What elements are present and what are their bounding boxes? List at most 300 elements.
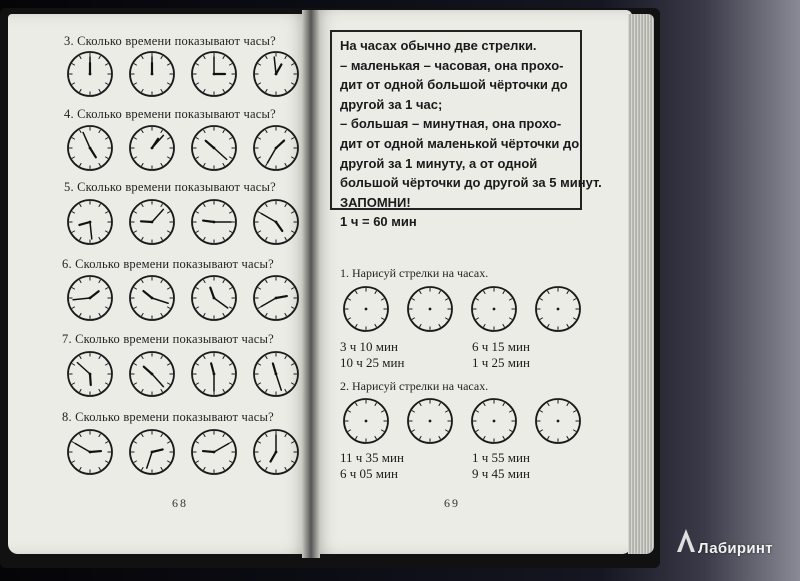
clock-tick [142,389,144,392]
minute-hand [276,374,281,390]
clock-tick [285,130,287,133]
clock-tick [105,442,108,444]
hour-hand [141,221,152,222]
clock-tick [567,324,569,327]
clock-tick [229,442,232,444]
clock-tick [204,163,206,166]
clock-center [365,308,368,311]
clock-tick [291,461,294,463]
minute-hand [261,298,276,307]
clock-tick [80,280,82,283]
clock [130,352,174,396]
rule-line: – большая – минутная, она прохо- [340,116,562,132]
clock-tick [540,299,543,301]
minute-hand [268,148,277,163]
hour-hand [276,141,284,148]
clock-tick [291,364,294,366]
clock-tick [223,56,225,59]
clock-tick [167,64,170,66]
clock-tick [266,280,268,283]
clock-row-q3 [64,48,304,100]
clock-tick [134,288,137,290]
clock-tick [196,138,199,140]
clock-tick [167,383,170,385]
clock-tick [223,204,225,207]
clock-tick [196,383,199,385]
minute-hand [214,444,229,453]
clock-tick [142,204,144,207]
time-label: 6 ч 15 мин [472,339,530,354]
clock-tick [548,403,550,406]
clock-tick [229,307,232,309]
clock-tick [266,356,268,359]
clock-tick [204,313,206,316]
clock-tick [80,130,82,133]
clock-tick [204,389,206,392]
clock-tick [80,313,82,316]
clock-tick [291,231,294,233]
hour-hand [211,363,214,374]
clock-tick [229,83,232,85]
clock-tick [99,163,101,166]
empty-clock [536,399,580,443]
clock-tick [223,163,225,166]
clock-tick [134,231,137,233]
clock-tick [266,56,268,59]
question-label: 7. Сколько времени показывают часы? [62,332,274,346]
clock-tick [72,231,75,233]
clock-tick [381,430,384,432]
clock-tick [134,383,137,385]
question-label: 3. Сколько времени показывают часы? [64,34,276,48]
clock-tick [291,64,294,66]
clock-tick [204,356,206,359]
clock-tick [381,411,384,413]
clock-tick [229,138,232,140]
clock-tick [266,204,268,207]
clock [192,430,236,474]
clock-tick [484,324,486,327]
clock-tick [439,291,441,294]
clock-tick [105,288,108,290]
clock-tick [291,383,294,385]
clock-tick [258,442,261,444]
clock-tick [196,83,199,85]
clock-tick [99,280,101,283]
task-label: 1. Нарисуй стрелки на часах. [340,266,489,280]
clock-tick [99,204,101,207]
clock-tick [573,318,576,320]
clock-tick [142,163,144,166]
clock-tick [348,299,351,301]
clock-tick [266,467,268,470]
clock-tick [285,163,287,166]
time-label: 1 ч 55 мин [472,450,530,465]
minute-hand [214,298,228,308]
clock-tick [476,430,479,432]
clock-tick [285,434,287,437]
clock-tick [291,288,294,290]
empty-clock-row-2 [342,396,592,446]
empty-clock [472,287,516,331]
clock-tick [167,212,170,214]
clock-center [557,420,560,423]
question-label: 8. Сколько времени показывают часы? [62,410,274,424]
clock-tick [258,212,261,214]
rule-line: На часах обычно две стрелки. [340,38,537,53]
clock-tick [80,163,82,166]
clock-tick [105,231,108,233]
clock [68,200,112,244]
hour-hand [271,452,277,462]
clock-tick [72,83,75,85]
minute-hand [152,209,163,222]
clock-tick [258,364,261,366]
clock-tick [348,411,351,413]
clock-tick [476,299,479,301]
empty-clock [472,399,516,443]
clock-tick [229,64,232,66]
clock-tick [412,411,415,413]
book-gutter [302,10,320,558]
clock-tick [266,130,268,133]
clock-center [493,420,496,423]
clock-tick [80,467,82,470]
clock-tick [509,430,512,432]
clock-tick [142,467,144,470]
clock-tick [196,364,199,366]
clock-tick [229,231,232,233]
page-number-right: 69 [444,496,460,510]
clock-tick [573,430,576,432]
clock-tick [348,430,351,432]
clock-tick [80,56,82,59]
clock-tick [509,299,512,301]
clock-tick [72,64,75,66]
hour-hand [90,451,101,452]
clock-tick [356,291,358,294]
clock-tick [420,436,422,439]
clock-tick [484,436,486,439]
clock-tick [134,83,137,85]
minute-hand [274,57,276,74]
clock-tick [167,307,170,309]
clock-tick [105,307,108,309]
clock-tick [285,56,287,59]
clock-center [557,308,560,311]
clock-tick [420,403,422,406]
clock-tick [99,389,101,392]
page-number-left: 68 [172,496,188,510]
clock [192,352,236,396]
clock-tick [72,288,75,290]
hour-hand [206,141,214,148]
clock-tick [204,204,206,207]
clock-tick [420,291,422,294]
clock [130,52,174,96]
clock-tick [375,291,377,294]
clock-tick [99,89,101,92]
clock-tick [503,403,505,406]
clock-tick [381,318,384,320]
clock-tick [266,434,268,437]
question-label: 6. Сколько времени показывают часы? [62,257,274,271]
clock-tick [161,204,163,207]
clock-tick [348,318,351,320]
clock-tick [229,212,232,214]
empty-clock-row-1 [342,284,592,334]
clock-center [429,308,432,311]
minute-hand [90,222,92,239]
clock-tick [142,356,144,359]
clock-tick [204,89,206,92]
clock-tick [503,324,505,327]
clock-tick [223,356,225,359]
clock-row-q7 [64,348,304,400]
watermark-logo: Лабиринт [698,540,773,557]
clock-tick [72,212,75,214]
clock-tick [167,157,170,159]
clock-tick [567,436,569,439]
clock-tick [105,364,108,366]
clock-tick [540,411,543,413]
clock-tick [105,64,108,66]
clock-tick [99,467,101,470]
clock-tick [285,280,287,283]
clock-tick [540,430,543,432]
clock-tick [445,411,448,413]
clock-tick [196,64,199,66]
hour-hand [90,148,96,157]
rule-line: другой за 1 минуту, а от одной [340,155,538,171]
minute-hand [152,374,163,387]
clock-tick [142,89,144,92]
clock [254,352,298,396]
clock-tick [204,237,206,240]
clock-tick [503,291,505,294]
clock-tick [291,442,294,444]
clock-tick [258,157,261,159]
clock-tick [573,299,576,301]
time-label: 3 ч 10 мин [340,339,398,354]
clock-tick [258,231,261,233]
clock-tick [72,461,75,463]
clock-tick [258,461,261,463]
clock-tick [167,138,170,140]
clock-tick [223,313,225,316]
minute-hand [75,444,90,453]
clock-tick [134,138,137,140]
rule-line: дит от одной маленькой чёрточки до [340,135,580,151]
clock [254,126,298,170]
clock-tick [134,364,137,366]
clock-tick [105,138,108,140]
clock-tick [142,56,144,59]
clock-tick [412,430,415,432]
hour-hand [276,64,281,74]
clock [130,430,174,474]
clock [254,430,298,474]
clock-tick [161,389,163,392]
clock-row-q8 [64,426,304,478]
task-label: 2. Нарисуй стрелки на часах. [340,379,489,393]
clock-tick [223,389,225,392]
clock-tick [134,442,137,444]
clock-tick [285,467,287,470]
clock [68,52,112,96]
clock [192,276,236,320]
clock [192,126,236,170]
clock-tick [161,356,163,359]
hour-hand [90,374,91,385]
rule-line: большой чёрточки до другой за 5 минут. [340,175,602,191]
minute-hand [83,132,90,148]
empty-clock [536,287,580,331]
clock [192,52,236,96]
clock-tick [72,364,75,366]
clock-tick [291,307,294,309]
clock-tick [445,299,448,301]
time-label: 10 ч 25 мин [340,355,405,370]
clock-tick [285,204,287,207]
clock-tick [142,313,144,316]
clock-tick [196,157,199,159]
empty-clock [408,399,452,443]
clock-tick [105,212,108,214]
clock-tick [223,237,225,240]
hour-hand [203,451,214,452]
clock-tick [161,313,163,316]
clock-tick [167,288,170,290]
clock [68,276,112,320]
clock-tick [105,461,108,463]
clock-tick [161,237,163,240]
clock-tick [375,324,377,327]
clock-tick [161,130,163,133]
clock-tick [134,64,137,66]
clock-tick [142,434,144,437]
clock-tick [196,442,199,444]
clock [254,52,298,96]
clock-tick [204,434,206,437]
clock-center [493,308,496,311]
clock-tick [204,56,206,59]
clock-tick [266,237,268,240]
time-label: 6 ч 05 мин [340,466,398,481]
clock-tick [484,291,486,294]
clock-tick [99,313,101,316]
clock-tick [223,89,225,92]
empty-clock [344,399,388,443]
clock-tick [420,324,422,327]
clock-tick [161,280,163,283]
minute-hand [214,148,227,159]
clock-tick [229,157,232,159]
clock-tick [105,383,108,385]
clock-tick [356,324,358,327]
clock-center [429,420,432,423]
clock-tick [99,237,101,240]
clock-tick [229,461,232,463]
clock-tick [291,157,294,159]
clock-tick [72,442,75,444]
clock-tick [375,436,377,439]
rule-line: дит от одной большой чёрточки до [340,77,568,93]
clock-tick [285,237,287,240]
page-edges [628,14,654,554]
clock [130,276,174,320]
clock-tick [99,56,101,59]
time-label: 9 ч 45 мин [472,466,530,481]
rule-box [330,30,602,230]
time-label: 11 ч 35 мин [340,450,404,465]
clock-tick [223,467,225,470]
clock-tick [196,288,199,290]
clock-tick [285,89,287,92]
clock-tick [99,434,101,437]
clock-tick [196,231,199,233]
clock-tick [381,299,384,301]
hour-hand [144,367,152,374]
clock-tick [567,403,569,406]
clock-tick [509,318,512,320]
clock-tick [266,389,268,392]
clock-tick [291,138,294,140]
clock-tick [80,356,82,359]
clock-tick [80,237,82,240]
clock-tick [142,237,144,240]
clock-tick [540,318,543,320]
clock-tick [99,356,101,359]
clock-tick [223,130,225,133]
clock-tick [134,307,137,309]
empty-clock [344,287,388,331]
hour-hand [143,291,152,298]
clock-tick [439,324,441,327]
clock [254,200,298,244]
clock-tick [548,436,550,439]
clock-tick [167,83,170,85]
clock-row-q5 [64,196,304,248]
clock-tick [445,318,448,320]
clock-tick [356,403,358,406]
clock-tick [167,442,170,444]
clock-tick [291,212,294,214]
clock-tick [167,461,170,463]
clock-tick [476,318,479,320]
clock-tick [229,288,232,290]
clock-tick [161,467,163,470]
clock-tick [105,157,108,159]
clock [68,352,112,396]
clock-tick [223,434,225,437]
hour-hand [152,449,163,452]
clock-row-q4 [64,122,304,174]
clock-tick [509,411,512,413]
clock-tick [291,83,294,85]
clock [68,126,112,170]
clock-tick [80,389,82,392]
hour-hand [90,291,99,298]
clock-tick [196,307,199,309]
rule-line: другой за 1 час; [340,96,443,112]
labirint-logo-icon [676,528,696,554]
clock-tick [196,212,199,214]
minute-hand [147,452,152,468]
clock-tick [167,231,170,233]
clock-tick [161,434,163,437]
clock-tick [80,89,82,92]
